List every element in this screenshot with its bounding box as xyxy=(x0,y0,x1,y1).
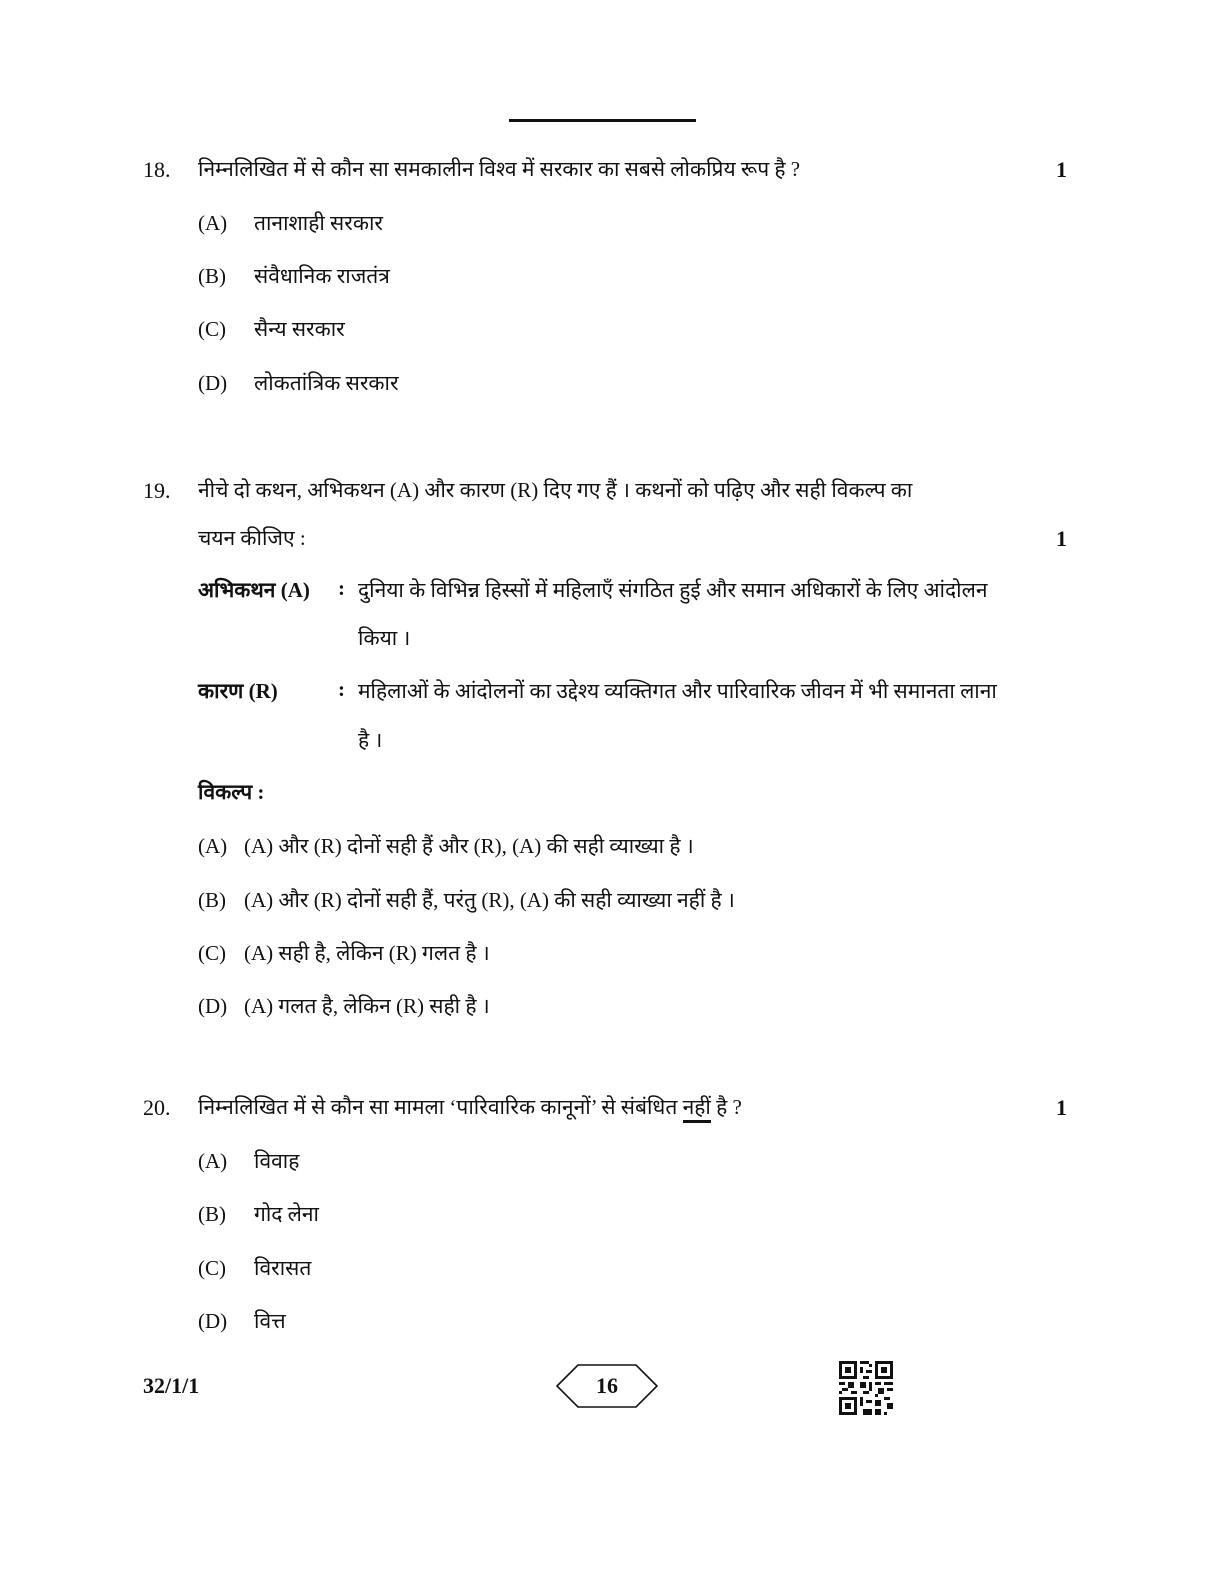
option-label: (C) xyxy=(198,1256,226,1280)
question-marks: 1 xyxy=(1056,526,1067,551)
reason-text-line-2: है । xyxy=(358,728,383,752)
option-d xyxy=(198,992,490,1020)
question-number: 20. xyxy=(143,1095,171,1120)
option-label: (B) xyxy=(198,264,226,288)
question-text-before: निम्नलिखित में से कौन सा मामला ‘पारिवारिक कानूनों’ से संबंधित xyxy=(198,1095,683,1119)
option-text: संवैधानिक राजतंत्र xyxy=(254,264,390,288)
top-divider-rule xyxy=(509,119,696,122)
options-heading: विकल्प : xyxy=(198,780,265,804)
option-a xyxy=(198,1147,299,1175)
option-text: (A) सही है, लेकिन (R) गलत है । xyxy=(244,941,490,965)
option-text: सैन्य सरकार xyxy=(254,317,345,341)
question-number: 19. xyxy=(143,478,171,503)
option-label: (A) xyxy=(198,1149,228,1173)
option-a xyxy=(198,209,383,237)
question-text: निम्नलिखित में से कौन सा समकालीन विश्व में सरकार का सबसे लोकप्रिय रूप है ? xyxy=(198,157,801,181)
option-label: (B) xyxy=(198,888,226,912)
option-label: (B) xyxy=(198,1202,226,1226)
option-b xyxy=(198,886,735,914)
reason-colon: : xyxy=(338,677,345,701)
reason-text-line-1: महिलाओं के आंदोलनों का उद्देश्य व्यक्तिगत और पारिवारिक जीवन में भी समानता लाना xyxy=(358,679,997,703)
option-c xyxy=(198,1254,311,1282)
qr-code-icon xyxy=(839,1361,893,1415)
assertion-colon: : xyxy=(338,576,345,600)
option-text: (A) और (R) दोनों सही हैं, परंतु (R), (A) की सही व्याख्या नहीं है । xyxy=(244,888,735,912)
assertion-text-line-1: दुनिया के विभिन्न हिस्सों में महिलाएँ संगठित हुई और समान अधिकारों के लिए आंदोलन xyxy=(358,578,988,602)
option-label: (D) xyxy=(198,1309,228,1333)
question-number: 18. xyxy=(143,157,171,182)
option-label: (A) xyxy=(198,834,228,858)
option-c xyxy=(198,315,345,343)
option-b xyxy=(198,1200,319,1228)
option-b xyxy=(198,262,390,290)
option-text: विवाह xyxy=(254,1149,300,1173)
question-text-after: है ? xyxy=(710,1095,742,1119)
reason-label: कारण (R) xyxy=(198,679,278,703)
option-text: तानाशाही सरकार xyxy=(254,211,384,235)
assertion-text-line-2: किया । xyxy=(358,626,411,650)
option-text: विरासत xyxy=(254,1256,312,1280)
option-d xyxy=(198,369,399,397)
option-c xyxy=(198,939,490,967)
option-label: (A) xyxy=(198,211,228,235)
option-text: लोकतांत्रिक सरकार xyxy=(254,371,399,395)
assertion-label: अभिकथन (A) xyxy=(198,578,310,602)
question-text-line-1: नीचे दो कथन, अभिकथन (A) और कारण (R) दिए गए हैं । कथनों को पढ़िए और सही विकल्प का xyxy=(198,478,913,502)
question-text-line-2: चयन कीजिए : xyxy=(198,526,306,550)
page-number: 16 xyxy=(596,1373,618,1398)
option-d xyxy=(198,1307,286,1335)
option-text: (A) गलत है, लेकिन (R) सही है । xyxy=(244,994,490,1018)
option-a xyxy=(198,832,694,860)
question-marks: 1 xyxy=(1056,157,1067,182)
option-label: (C) xyxy=(198,941,226,965)
option-text: वित्त xyxy=(254,1309,286,1333)
option-text: गोद लेना xyxy=(254,1202,319,1226)
option-text: (A) और (R) दोनों सही हैं और (R), (A) की सही व्याख्या है । xyxy=(244,834,694,858)
option-label: (D) xyxy=(198,371,228,395)
paper-code: 32/1/1 xyxy=(143,1373,200,1398)
option-label: (C) xyxy=(198,317,226,341)
page-number-badge xyxy=(556,1364,658,1408)
question-marks: 1 xyxy=(1056,1095,1067,1120)
negative-emphasis: नहीं xyxy=(683,1095,711,1123)
option-label: (D) xyxy=(198,994,228,1018)
question-text xyxy=(198,1093,742,1121)
